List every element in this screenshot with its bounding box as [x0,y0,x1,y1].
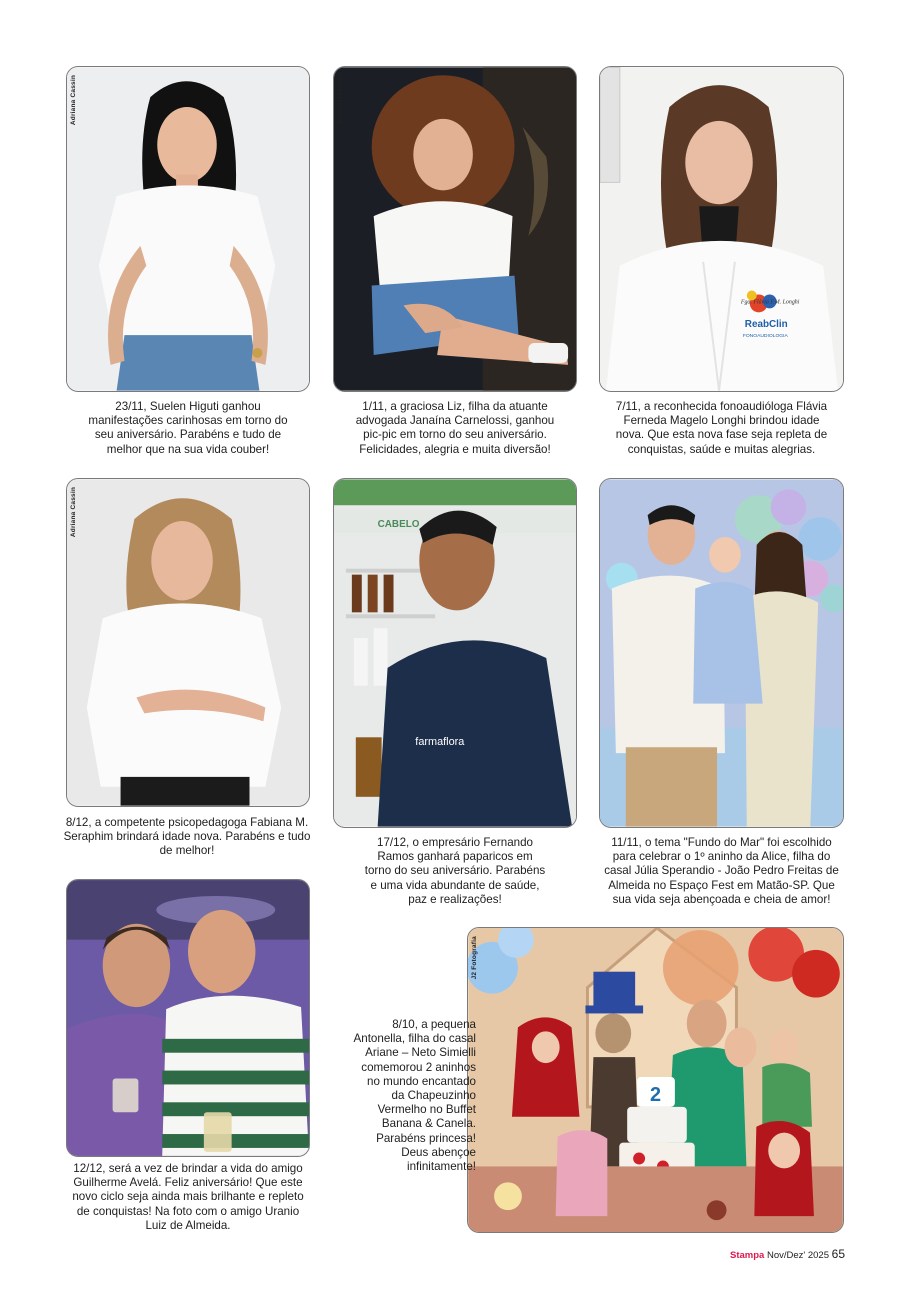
photo-credit: Daniel Navarro [337,75,344,124]
photo-suelen [66,66,310,392]
photo-credit: Adriana Cassin [70,75,77,126]
photo-credit: J2 Fotografia [471,936,478,980]
caption-alice: 11/11, o tema "Fundo do Mar" foi escolhido para celebrar o 1º aninho da Alice, filha do casal Júlia Sperandio - João Pedro Freitas de Almeida no Espaço Fest em Matão-SP. Que sua vida seja abençoada e cheia de amor! [604,836,839,906]
photo-flavia [599,66,844,392]
photo-alice-family [599,478,844,828]
page-number: 65 [831,1247,845,1261]
farmaflora-logo: farmaflora [415,736,465,749]
photo-guilherme [66,879,310,1157]
caption-antonella: 8/10, a pequena Antonella, filha do casal Ariane – Neto Simielli comemorou 2 aninhos no mundo encantado da Chapeuzinho Vermelho no Buffet Banana & Canela. Parabéns princesa! Deus abençoe infinitamente! [353,1018,476,1174]
caption-fabiana: 8/12, a competente psicopedagoga Fabiana M. Seraphim brindará idade nova. Parabéns e tudo de melhor! [63,816,311,858]
cake-topper-number: 2 [650,1083,662,1106]
caption-guilherme: 12/12, será a vez de brindar a vida do amigo Guilherme Avelá. Feliz aniversário! Que este novo ciclo seja ainda mais brilhante e repleto de conquistas! Na foto com o amigo Uranio Luiz de Almeida. [72,1162,304,1232]
portrait-man-pharmacy [334,479,576,827]
portrait-woman-white-blouse [67,67,309,391]
photo-fernando [333,478,577,828]
reabclin-logo: ReabClin [744,319,788,331]
reabclin-sub: FONOAUDIOLOGIA [742,334,788,340]
photo-fabiana [66,478,310,807]
portrait-woman-lab-coat [600,67,843,391]
photo-antonella [467,927,844,1233]
photo-liz [333,66,577,392]
caption-flavia: 7/11, a reconhecida fonoaudióloga Flávia Ferneda Magelo Longhi brindou idade nova. Que esta nova fase seja repleta de conquistas, saúde e muitas alegrias. [615,400,828,456]
caption-suelen: 23/11, Suelen Higuti ganhou manifestações carinhosas em torno do seu aniversário. Parabéns e tudo de melhor que na sua vida couber! [88,400,288,456]
family-party-photo [600,479,843,827]
portrait-girl-curly-hair [334,67,576,391]
edition-label: Nov/Dez' 2025 [766,1250,829,1261]
coat-embroidery: Fga. Flávia F.M. Longhi [740,299,800,306]
page-footer [730,1247,845,1261]
photo-credit: Adriana Cassin [70,487,77,538]
caption-liz: 1/11, a graciosa Liz, filha da atuante advogada Janaína Carnelossi, ganhou pic-pic em torno do seu aniversário. Felicidades, alegria e muita diversão! [355,400,555,456]
magazine-brand: Stampa [730,1250,765,1261]
two-men-party-photo [67,880,309,1156]
shelf-sign: CABELO [377,519,420,531]
caption-fernando: 17/12, o empresário Fernando Ramos ganhará paparicos em torno do seu aniversário. Parabéns e uma vida abundante de saúde, paz e realizações! [364,836,546,906]
themed-birthday-party-photo [468,928,843,1232]
portrait-woman-white-shirt [67,479,309,806]
